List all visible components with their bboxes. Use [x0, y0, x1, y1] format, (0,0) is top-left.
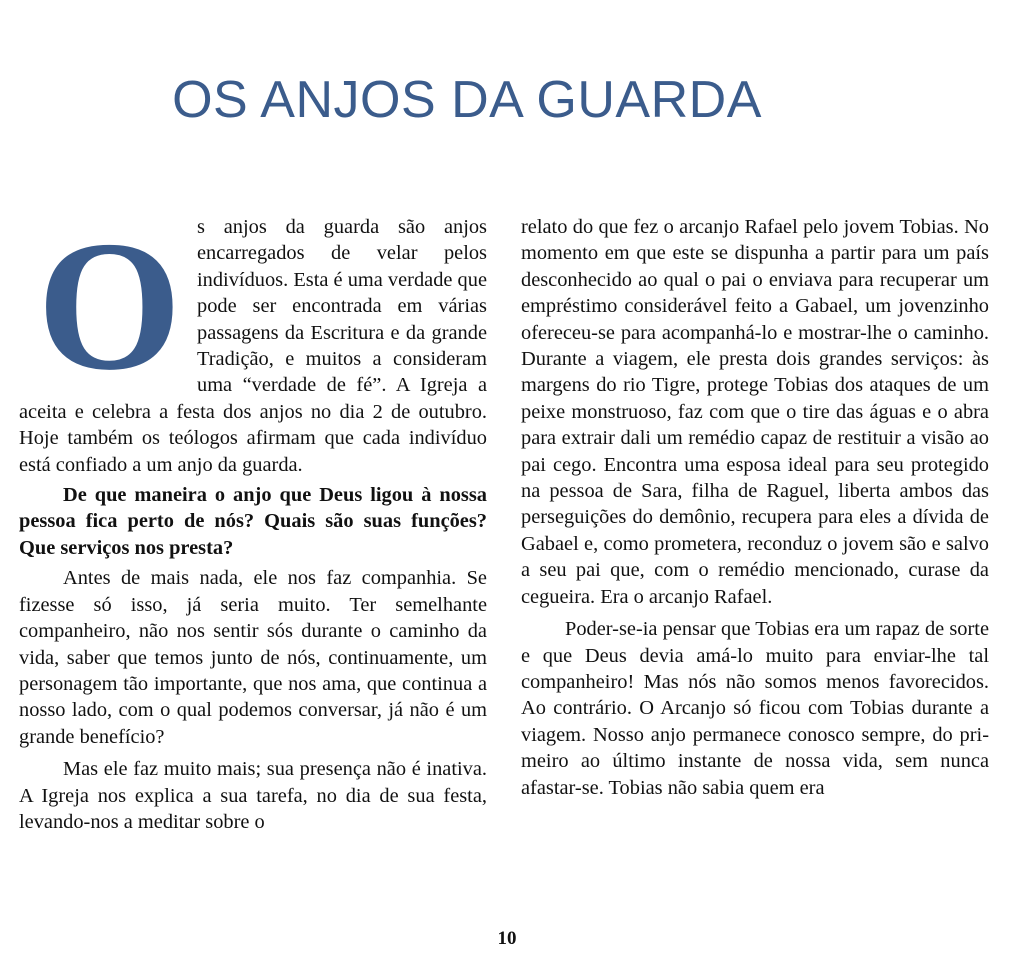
section-question: De que maneira o anjo que Deus ligou à nossa pessoa fica perto de nós? Quais são suas funções? Que serviços nos presta?	[19, 484, 487, 559]
intro-paragraph	[19, 203, 487, 478]
intro-text: s anjos da guarda são anjos encarregados de velar pelos indivíduos. Esta é uma verdade que pode ser encontrada em várias passagens da Escritura e da grande Tradição, e muitos a consideram uma “verdade de fé”. A Igreja a aceita e celebra a festa dos anjos no dia 2 de outubro. Hoje também os teólogos afirmam que cada indivíduo está confiado a um anjo da guarda.	[19, 216, 487, 476]
page-number: 10	[497, 928, 517, 949]
right-column	[521, 214, 989, 801]
drop-cap-letter: O	[37, 203, 182, 409]
body-paragraph-1: Antes de mais nada, ele nos faz companhia. Se fizesse só isso, já seria muito. Ter semelhante companheiro, não nos sentir sós durante o caminho da vida, saber que temos junto de nós, continuamente, um personagem tão importante, que nos ama, que continua a nosso lado, com o qual podemos conversar, já não é um grande benefício?	[19, 567, 487, 748]
left-column	[19, 203, 487, 835]
body-paragraph-2: Mas ele faz muito mais; sua presença não é inativa. A Igreja nos explica a sua tarefa, no dia de sua festa, levando-nos a meditar sobre o	[19, 758, 487, 833]
page-title: OS ANJOS DA GUARDA	[172, 71, 762, 129]
body-paragraph-3: relato do que fez o arcanjo Rafael pelo jovem Tobias. No momento em que este se dispunha a partir para um país desconhecido ao qual o pai o enviava para recuperar um empréstimo considerável feito a Gabael, um jovenzinho ofereceu-se para acompanhá-lo e mostrar-lhe o caminho. Durante a viagem, ele presta dois grandes serviços: às margens do rio Tigre, protege Tobias dos ataques de um peixe monstruoso, faz com que o tire das águas e o abra para extrair dali um remédio capaz de restituir a visão ao pai cego. Encontra uma esposa ideal para seu protegido na pessoa de Sara, filha de Raguel, liberta ambos das perseguições do demônio, recupera para eles a dívida de Gabael e, como prometera, reconduz o jovem são e salvo a seu pai que, com o remédio mencionado, curase da cegueira. Era o arcanjo Rafael.	[521, 216, 989, 608]
body-paragraph-4: Poder-se-ia pensar que Tobias era um rapaz de sorte e que Deus devia amá-lo muito para enviar-lhe tal companheiro! Mas nós não somos menos favorecidos. Ao contrário. O Arcanjo só ficou com Tobias durante a viagem. Nosso anjo permanece conosco sempre, do primeiro ao último instante de nossa vida, sem nunca afastar-se. Tobias não sabia quem era	[521, 618, 989, 799]
